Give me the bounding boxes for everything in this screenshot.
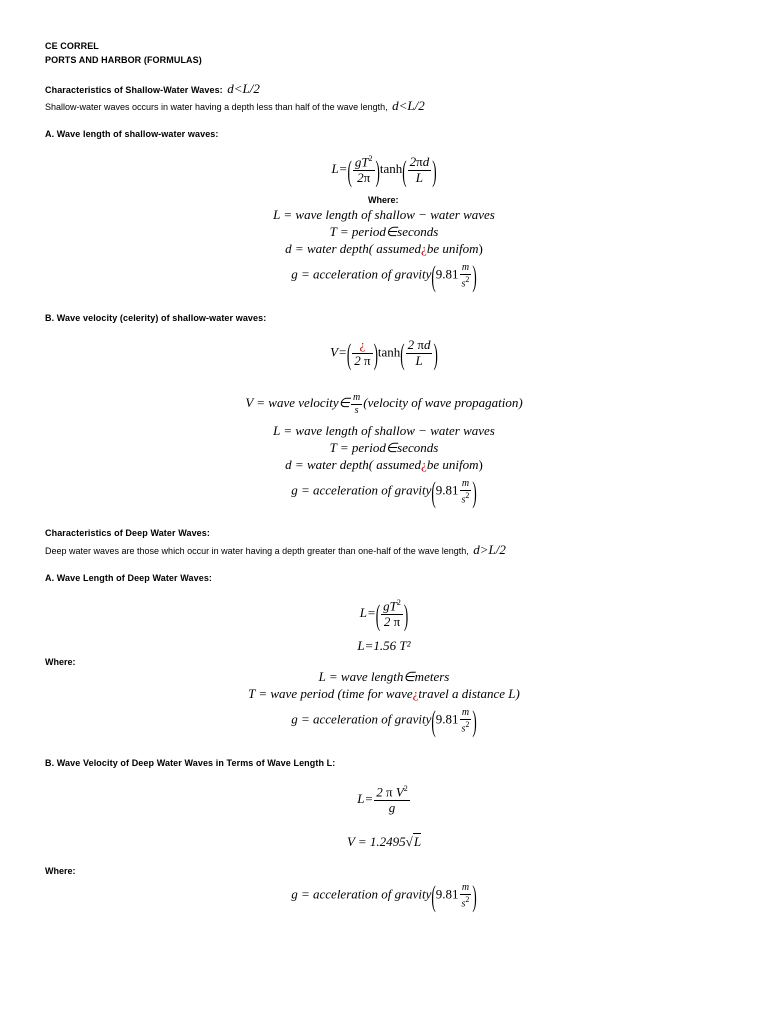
deep-description [45,541,506,559]
deep-def-T [0,686,768,702]
red-glyph: ¿ [421,457,427,472]
shallow-partB-heading: B. Wave velocity (celerity) of shallow-water waves: [45,313,267,323]
deep-description-text: Deep water waves are those which occur in water having a depth greater than one-half of the wave length, [45,546,469,556]
deep-b-def-g: g = acceleration of gravity(9.81 $\frac{m}{s^2}$ ) [291,878,477,913]
deep-def-g-text: g = acceleration of gravity [291,711,432,727]
deep-velocity-equation: L= $\frac{2 \pi V^2}{g}$ [357,784,408,816]
deep-partA-heading: A. Wave Length of Deep Water Waves: [45,573,213,583]
shallow-def-g: g = acceleration of gravity(9.81 $\frac{m}{s^2}$ ) [291,258,477,293]
shallow-def-V: V = wave velocity∈ $\frac{m}{s}$ (velocity of wave propagation) [245,392,523,416]
shallow-def-V-text: V = wave velocity∈ [245,394,350,410]
deep-wavelength-equation: L=( $\frac{gT^2}{2 \pi}$ ) [359,596,409,632]
deep-def-L: L = wave length∈meters [318,669,450,684]
shallow-title-text: Characteristics of Shallow-Water Waves: [45,85,223,95]
shallow-description-condition: d<L/2 [392,98,425,113]
shallow-def-g-text: g = acceleration of gravity [291,266,432,282]
shallow-wavelength-equation: L=( $\frac{gT^2}{2\pi}$ )tanh( $\frac{2\pi d}{L}$ ) [331,152,437,188]
deep-def-g: g = acceleration of gravity(9.81 $\frac{m}{s^2}$ ) [291,703,477,738]
gravity-value: 9.81 [435,482,459,498]
shallow-description-text: Shallow-water waves occurs in water having a depth less than half of the wave length, [45,102,388,112]
deep-section-title: Characteristics of Deep Water Waves: [45,528,210,538]
shallow-def-V-note: (velocity of wave propagation) [363,394,523,410]
shallow-def-d-text: d = water depth( assumed [285,241,422,256]
deep-b-def-g-text: g = acceleration of gravity [291,886,432,902]
shallow-section-title [45,80,260,98]
doc-header-line2: PORTS AND HARBOR (FORMULAS) [45,55,202,65]
deep-def-T-text: T = wave period (time for wave [248,686,413,701]
shallow-velocity-equation: V=( ¿ 2 π )tanh( $\frac{2 \pi d}{L}$ ) [330,336,438,371]
deep-velocity-approx-text: V = 1.2495 [346,834,406,849]
shallow-b-def-d: d = water depth( assumed¿be unifom) [285,457,483,472]
red-glyph: ¿ [421,241,427,256]
shallow-def-T: T = period∈seconds [329,224,439,239]
shallow-where-label: Where: [368,195,399,205]
red-glyph: ¿ [412,686,419,701]
deep-wavelength-approx: L=1.56 T² [357,638,411,653]
gravity-value: 9.81 [435,711,459,727]
deep-partA-where: Where: [45,657,76,667]
shallow-b-def-L: L = wave length of shallow − water waves [273,423,495,438]
shallow-b-def-g: g = acceleration of gravity(9.81 $\frac{m}{s^2}$ ) [291,474,477,509]
deep-partB-heading: B. Wave Velocity of Deep Water Waves in Terms of Wave Length L: [45,758,336,768]
shallow-b-def-T: T = period∈seconds [329,440,439,455]
shallow-description [45,97,425,115]
shallow-partA-heading: A. Wave length of shallow-water waves: [45,129,219,139]
gravity-value: 9.81 [435,886,459,902]
deep-def-T-text2: travel a distance L) [418,686,520,701]
deep-description-condition: d>L/2 [473,542,506,557]
shallow-b-def-d-text: d = water depth( assumed [285,457,422,472]
deep-velocity-approx: V = 1.2495√L [346,834,422,849]
shallow-b-def-g-text: g = acceleration of gravity [291,482,432,498]
doc-header-line1: CE CORREL [45,41,99,51]
shallow-def-d: d = water depth( assumed¿be unifom) [285,241,483,256]
shallow-title-condition: d<L/2 [227,81,260,96]
shallow-def-L: L = wave length of shallow − water waves [273,207,495,222]
deep-partB-where: Where: [45,866,76,876]
gravity-value: 9.81 [435,266,459,282]
red-glyph: ¿ [352,338,372,354]
